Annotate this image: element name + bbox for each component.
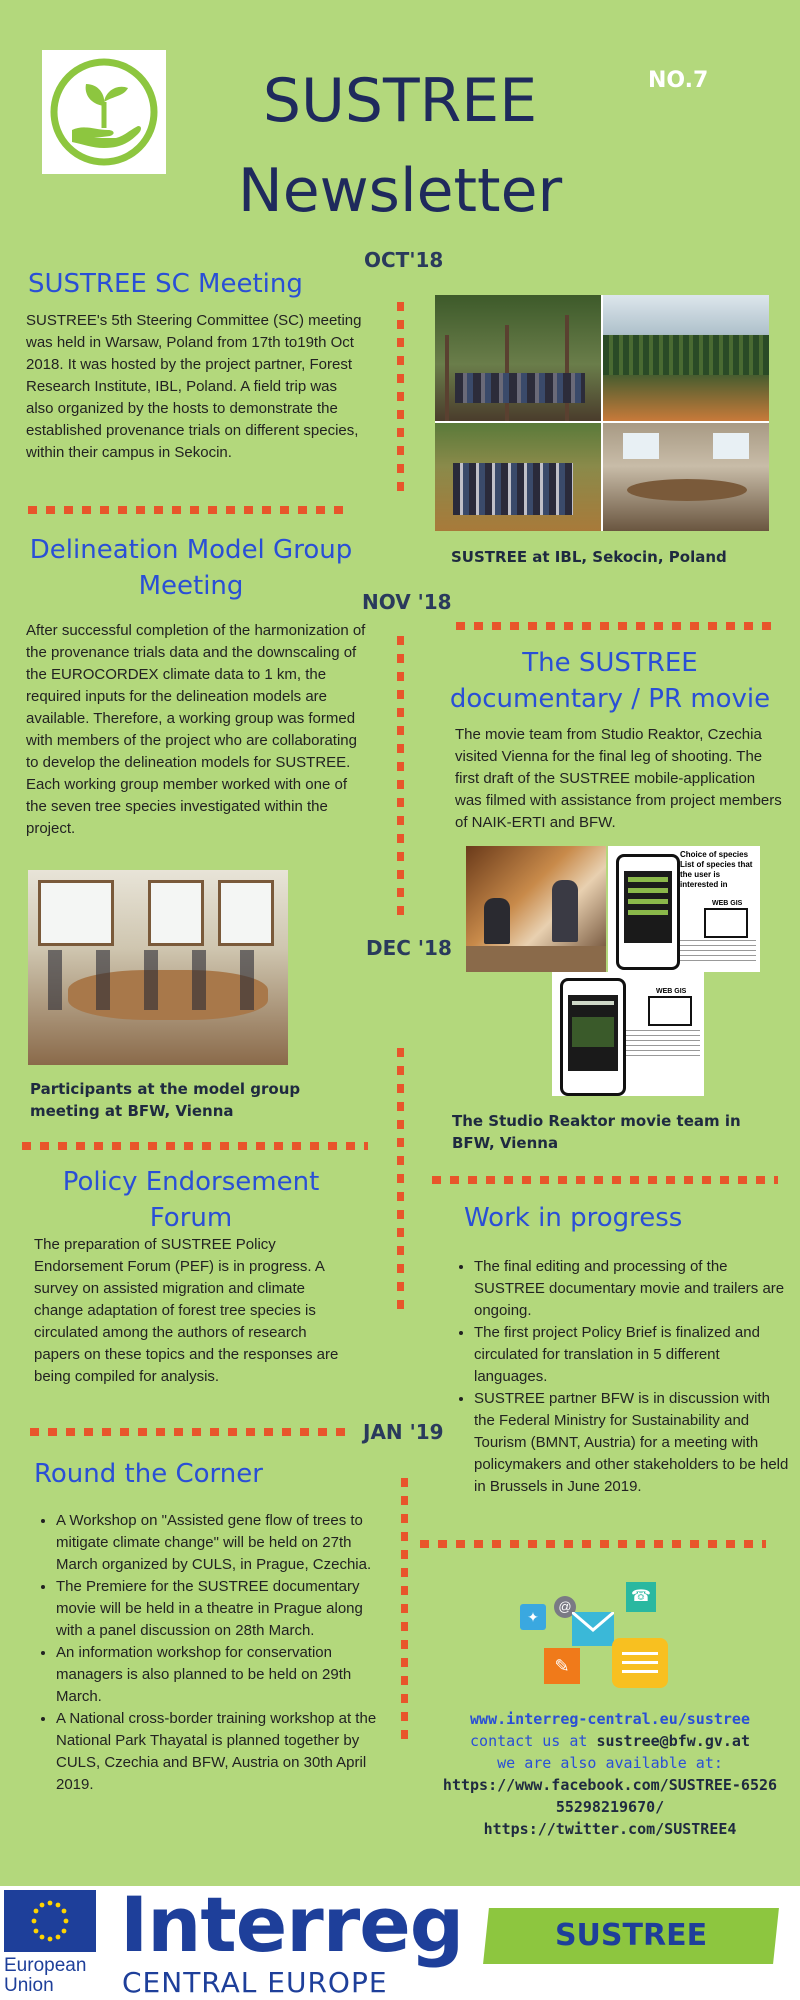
- divider-horizontal-5: [30, 1428, 352, 1436]
- movie-team-caption: The Studio Reaktor movie team in BFW, Vienna: [452, 1112, 741, 1152]
- at-sign-icon: @: [554, 1596, 576, 1618]
- photo-field-trip: [435, 423, 601, 531]
- phone-icon: [560, 978, 626, 1096]
- contact-block: [420, 1708, 800, 1840]
- list-item: • A Workshop on "Assisted gene flow of trees to mitigate climate change" will be held on 27th March organized by CULS, in Prague, Czechia.: [56, 1510, 392, 1576]
- divider-vertical-1: [397, 302, 404, 498]
- email-icon[interactable]: [572, 1612, 614, 1646]
- chat-bubble-icon: [612, 1638, 668, 1688]
- title-line2: Newsletter: [237, 156, 563, 226]
- corner-list: [34, 1510, 392, 1796]
- date-nov: NOV '18: [362, 590, 452, 614]
- list-item: • A National cross-border training workshop at the National Park Thayatal is planned together by CULS, Czechia and BFW, Austria on 30th April 2019.: [56, 1708, 392, 1796]
- app-mockup-species: [608, 846, 760, 972]
- eu-stars-icon: [4, 1890, 96, 1952]
- movie-team-photo: [466, 846, 606, 972]
- footer: [0, 1880, 800, 2000]
- contact-email-link[interactable]: sustree@bfw.gv.at: [596, 1732, 750, 1750]
- app-mockup-webgis: [552, 972, 704, 1096]
- documentary-heading: The SUSTREE documentary / PR movie: [449, 648, 771, 714]
- list-item: • SUSTREE partner BFW is in discussion with the Federal Ministry for Sustainability and Tourism (BMNT, Austria) for a meeting with policymakers and other stakeholders to be held in Brussels in June 2019.: [474, 1388, 790, 1498]
- divider-horizontal-3: [22, 1142, 368, 1150]
- eu-line1: European: [4, 1955, 87, 1976]
- photo-pine-trees: [603, 295, 769, 421]
- documentary-text: The movie team from Studio Reaktor, Czechia visited Vienna for the final leg of shooting. The first draft of the SUSTREE mobile-application was filmed with assistance from project members of NAIK-ERTI and BFW.: [455, 726, 782, 831]
- ibl-photo-caption: SUSTREE at IBL, Sekocin, Poland: [451, 548, 727, 566]
- divider-horizontal-6: [420, 1540, 766, 1548]
- work-heading: Work in progress: [464, 1203, 683, 1233]
- list-item: • An information workshop for conservation managers is also planned to be held on 29th March.: [56, 1642, 392, 1708]
- eu-flag: [4, 1890, 96, 1952]
- interreg-logo: Interreg: [120, 1880, 464, 1969]
- list-item: • The first project Policy Brief is finalized and circulated for translation in 5 different languages.: [474, 1322, 790, 1388]
- list-item: • The final editing and processing of the SUSTREE documentary movie and trailers are ongoing.: [474, 1256, 790, 1322]
- facebook-link[interactable]: https://www.facebook.com/SUSTREE-652655298219670/: [442, 1776, 778, 1816]
- sc-meeting-heading: SUSTREE SC Meeting: [28, 269, 303, 299]
- website-link[interactable]: www.interreg-central.eu/sustree: [470, 1710, 750, 1728]
- ibl-photo-collage: [435, 295, 769, 531]
- laptop-icon: [648, 996, 692, 1026]
- eu-label: [4, 1956, 86, 1996]
- photo-group-forest: [435, 295, 601, 421]
- laptop-icon: [704, 908, 748, 938]
- divider-horizontal-2: [456, 622, 774, 630]
- policy-heading: Policy Endorsement Forum: [62, 1167, 320, 1233]
- sustree-footer-label: SUSTREE: [554, 1918, 708, 1953]
- page-title: [160, 56, 640, 236]
- corner-heading: Round the Corner: [34, 1459, 263, 1489]
- divider-horizontal-4: [432, 1176, 778, 1184]
- plant-hand-icon: [42, 50, 166, 174]
- app-webgis-label-2: WEB GIS: [656, 988, 687, 995]
- policy-text: The preparation of SUSTREE Policy Endorsement Forum (PEF) is in progress. A survey on assisted migration and climate change adaptation of forest tree species is circulated among the authors of research papers on these topics and the responses are being compiled for analysis.: [34, 1236, 339, 1385]
- twitter-icon[interactable]: ✦: [520, 1604, 546, 1630]
- photo-meeting-room: [603, 423, 769, 531]
- date-oct: OCT'18: [364, 248, 444, 272]
- app-choice-label: Choice of species List of species that the user is interested in: [680, 850, 753, 889]
- sc-meeting-text: SUSTREE's 5th Steering Committee (SC) meeting was held in Warsaw, Poland from 17th to19th Oct 2018. It was hosted by the project partner, Forest Research Institute, IBL, Poland. A field trip was also organized by the hosts to demonstrate the established provenance trials on different species, within their campus in Sekocin.: [26, 312, 362, 461]
- divider-vertical-4: [401, 1478, 408, 1746]
- divider-horizontal-1: [28, 506, 350, 514]
- divider-vertical-2: [397, 636, 404, 916]
- phone-call-icon: ☎: [626, 1582, 656, 1612]
- note-icon: ✎: [544, 1648, 580, 1684]
- contact-email-line: [420, 1730, 800, 1752]
- delineation-heading: Delineation Model Group Meeting: [29, 535, 353, 601]
- twitter-link[interactable]: https://twitter.com/SUSTREE4: [483, 1820, 737, 1838]
- list-item: • The Premiere for the SUSTREE documentary movie will be held in a theatre in Prague along with a panel discussion on 28th March.: [56, 1576, 392, 1642]
- social-icons: [516, 1582, 676, 1710]
- title-line1: SUSTREE: [262, 66, 538, 136]
- central-europe-label: CENTRAL EUROPE: [122, 1966, 388, 1999]
- contact-email-prefix: contact us at: [470, 1732, 597, 1750]
- date-dec: DEC '18: [366, 936, 452, 960]
- sustree-logo: [42, 50, 166, 174]
- model-group-photo: [28, 870, 288, 1065]
- work-list: [452, 1256, 790, 1498]
- model-group-caption: Participants at the model group meeting at BFW, Vienna: [30, 1080, 301, 1120]
- issue-number: NO.7: [648, 68, 709, 93]
- app-webgis-label: WEB GIS: [712, 900, 743, 907]
- delineation-text: After successful completion of the harmonization of the provenance trials data and the downscaling of the EUROCORDEX climate data to 1 km, the required inputs for the delineation models are available. Therefore, a working group was formed with members of the project who are collaborating to develop the delineation models for SUSTREE. Each working group member worked with one of the seven tree species investigated within the project.: [26, 622, 366, 837]
- eu-line2: Union: [4, 1975, 54, 1996]
- divider-vertical-3: [397, 1048, 404, 1318]
- contact-also-label: we are also available at:: [497, 1754, 723, 1772]
- phone-icon: [616, 854, 680, 970]
- date-jan: JAN '19: [363, 1420, 444, 1444]
